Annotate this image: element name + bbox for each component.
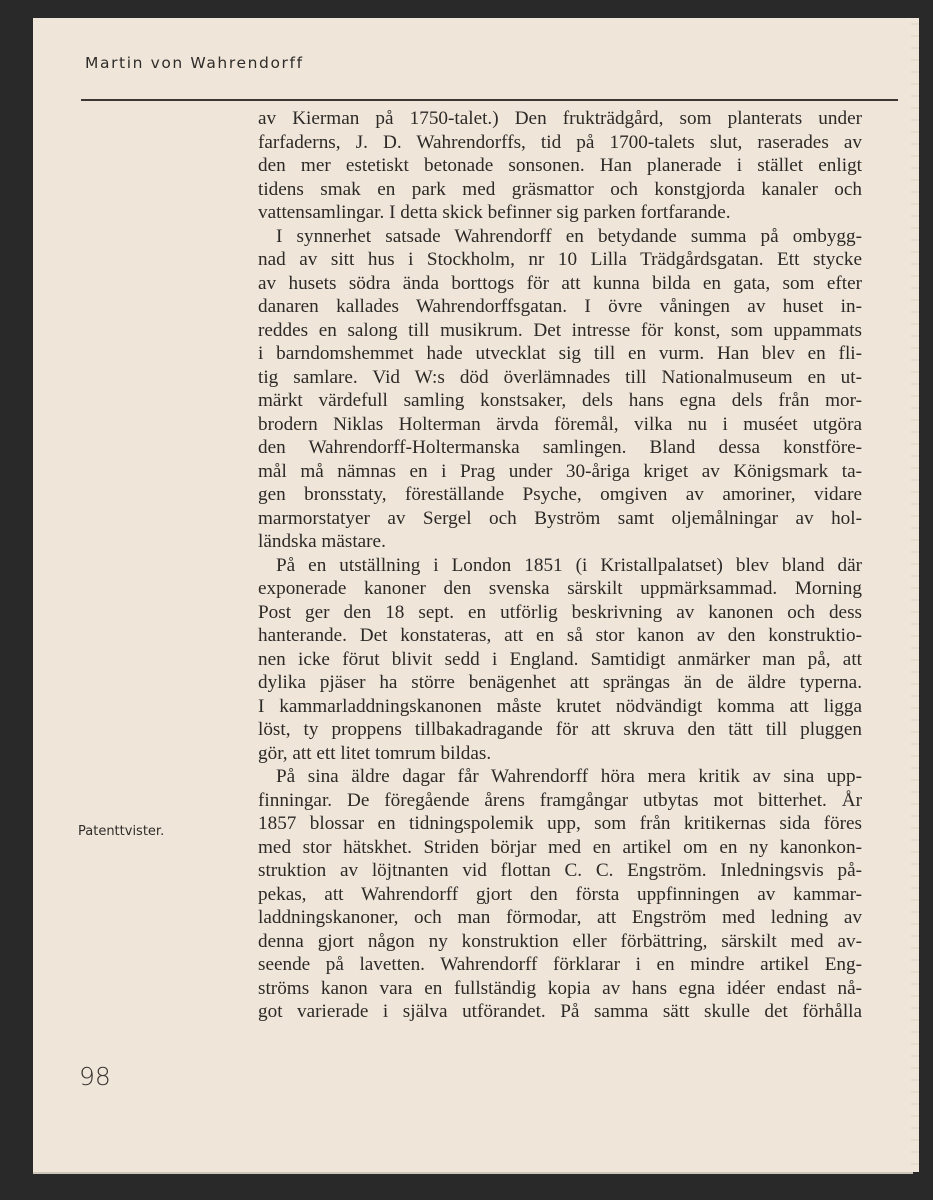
book-page xyxy=(33,18,913,1172)
body-text xyxy=(258,107,862,1024)
text-line: av husets södra ända borttogs för att kunna bilda en gata, som efter xyxy=(258,272,862,294)
text-line: gör, att ett litet tomrum bildas. xyxy=(258,742,492,764)
text-line: På sina äldre dagar får Wahrendorff höra mera kritik av sina upp- xyxy=(276,766,862,787)
text-line: i barndomshemmet hade utvecklat sig till en vurm. Han blev en fli- xyxy=(258,343,862,364)
text-line: marmorstatyer av Sergel och Byström samt oljemålningar av hol- xyxy=(258,507,862,529)
text-line: denna gjort någon ny konstruktion eller förbättring, särskilt med av- xyxy=(258,930,862,952)
text-line: farfaderns, J. D. Wahrendorffs, tid på 1700-talets slut, raserades av xyxy=(258,131,862,153)
text-line: den Wahrendorff-Holtermanska samlingen. Bland dessa konstföre- xyxy=(258,437,862,458)
text-line: I kammarladdningskanonen måste krutet nödvändigt komma att ligga xyxy=(258,695,862,717)
text-line: av Kierman på 1750-talet.) Den frukträdgård, som planterats under xyxy=(258,108,862,129)
text-line: vattensamlingar. I detta skick befinner sig parken fortfarande. xyxy=(258,202,731,223)
text-line: 1857 blossar en tidningspolemik upp, som från kritikernas sida föres xyxy=(258,813,862,834)
text-line: hanterande. Det konstateras, att en så stor kanon av den konstruktio- xyxy=(258,625,862,646)
text-line: nen icke förut blivit sedd i England. Samtidigt anmärker man på, att xyxy=(258,648,862,670)
text-line: pekas, att Wahrendorff gjort den första uppfinningen av kammar- xyxy=(258,883,862,905)
text-line: I synnerhet satsade Wahrendorff en betydande summa på ombygg- xyxy=(276,225,862,247)
text-line: exponerade kanoner den svenska särskilt uppmärksammad. Morning xyxy=(258,578,862,599)
text-line: tidens smak en park med gräsmattor och konstgjorda kanaler och xyxy=(258,178,862,200)
page-number: 98 xyxy=(79,1062,111,1091)
text-line: gen bronsstaty, föreställande Psyche, omgiven av amoriner, vidare xyxy=(258,484,862,505)
text-line: den mer estetiskt betonade sonsonen. Han planerade i stället enligt xyxy=(258,155,862,176)
text-line: seende på lavetten. Wahrendorff förklarar i en mindre artikel Eng- xyxy=(258,954,862,975)
text-line: got varierade i själva utförandet. På samma sätt skulle det förhålla xyxy=(258,1001,862,1022)
text-line: tig samlare. Vid W:s död överlämnades till Nationalmuseum en ut- xyxy=(258,366,862,388)
header-rule xyxy=(81,99,898,101)
text-line: laddningskanoner, och man förmodar, att Engström med ledning av xyxy=(258,907,862,928)
text-line: På en utställning i London 1851 (i Kristallpalatset) blev bland där xyxy=(276,554,862,576)
text-line: brodern Niklas Holterman ärvda föremål, vilka nu i muséet utgöra xyxy=(258,413,862,435)
text-line: märkt värdefull samling konstsaker, dels hans egna dels från mor- xyxy=(258,390,862,411)
running-head: Martin von Wahrendorff xyxy=(85,54,304,72)
text-line: Post ger den 18 sept. en utförlig beskrivning av kanonen och dess xyxy=(258,601,862,623)
text-line: dylika pjäser ha större benägenhet att sprängas än de äldre typerna. xyxy=(258,672,862,693)
text-line: reddes en salong till musikrum. Det intresse för konst, som uppammats xyxy=(258,319,862,341)
text-line: löst, ty proppens tillbakadragande för att skruva den tätt till pluggen xyxy=(258,719,862,740)
torn-page-edge xyxy=(911,18,919,1172)
text-line: nad av sitt hus i Stockholm, nr 10 Lilla Trädgårdsgatan. Ett stycke xyxy=(258,249,862,270)
text-line: ströms kanon vara en fullständig kopia av hans egna idéer endast nå- xyxy=(258,977,862,999)
text-line: mål må nämnas en i Prag under 30-åriga kriget av Königsmark ta- xyxy=(258,460,862,482)
margin-note: Patenttvister. xyxy=(78,824,165,839)
text-line: med stor hätskhet. Striden börjar med en artikel om en ny kanonkon- xyxy=(258,836,862,858)
text-line: struktion av löjtnanten vid flottan C. C. Engström. Inledningsvis på- xyxy=(258,860,862,881)
text-line: finningar. De föregående årens framgångar utbytas mot bitterhet. År xyxy=(258,789,862,811)
text-line: danaren kallades Wahrendorffsgatan. I övre våningen av huset in- xyxy=(258,296,862,317)
text-line: ländska mästare. xyxy=(258,531,386,552)
